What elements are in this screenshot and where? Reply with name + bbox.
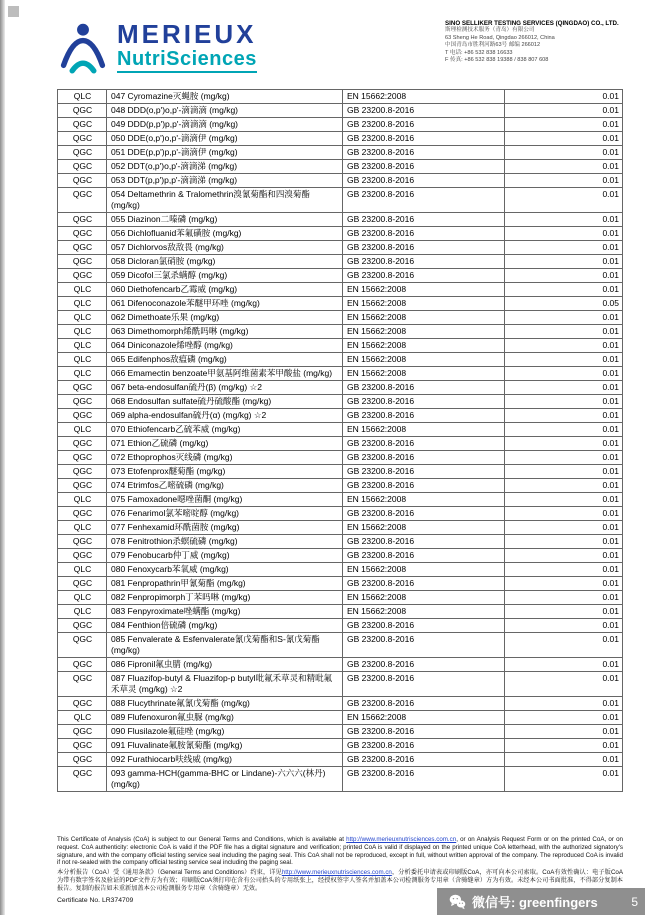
cell-type: QGC [58,409,107,423]
cell-method: EN 15662:2008 [343,311,505,325]
cell-value: 0.01 [505,739,623,753]
cell-type: QGC [58,479,107,493]
disclaimer-cn-text-cont: ，分析委托申请表或印刷版CoA，亦可向本公司索取。CoA有效性确认：电子版CoA为带有数字签名及验证的PDF文件方为有效；印刷版CoA须打印在含有公司抬头的专用纸张上，经授权签字人签名并加盖本公司检测服务专用章（含骑缝章）方为有效。未经本公司书面批准，不得部分复制本报告。复制的报告如未重新加盖本公司检测服务专用章（含骑缝章）无效。 [57,869,624,892]
disclaimer-cn-text: 本分析报告（CoA）受《通用条款》（General Terms and Conditions）约束，详见 [57,869,282,877]
cell-value: 0.01 [505,658,623,672]
table-row [58,507,623,521]
cell-method: GB 23200.8-2016 [343,753,505,767]
table-row [58,311,623,325]
company-website-link[interactable]: http://www.merieuxnutrisciences.com.cn [346,836,457,843]
cell-method: GB 23200.8-2016 [343,132,505,146]
wechat-bar [437,888,645,915]
cell-item: 060 Diethofencarb乙霉威 (mg/kg) [107,283,343,297]
table-row [58,437,623,451]
table-row [58,367,623,381]
table-row [58,767,623,792]
cell-method: GB 23200.8-2016 [343,241,505,255]
cell-item: 089 Flufenoxuron氟虫脲 (mg/kg) [107,711,343,725]
table-row [58,174,623,188]
cell-item: 082 Fenpropimorph丁苯吗啉 (mg/kg) [107,591,343,605]
company-address-cn: 中国青岛市胜利河路63号 邮编 266012 [445,42,541,49]
cell-item: 053 DDT(p,p')p,p'-滴滴涕 (mg/kg) [107,174,343,188]
cell-item: 081 Fenpropathrin甲氰菊酯 (mg/kg) [107,577,343,591]
cell-item: 067 beta-endosulfan硫丹(β) (mg/kg) ☆2 [107,381,343,395]
cell-value: 0.01 [505,711,623,725]
company-tel: T 电话: +86 532 838 16633 [445,49,513,56]
cell-method: GB 23200.8-2016 [343,395,505,409]
cell-value: 0.01 [505,339,623,353]
cell-value: 0.01 [505,563,623,577]
table-row [58,451,623,465]
table-row [58,283,623,297]
cell-value: 0.01 [505,311,623,325]
letterhead [57,20,627,74]
cell-item: 059 Dicofol三氯杀螨醇 (mg/kg) [107,269,343,283]
cell-method: GB 23200.8-2016 [343,381,505,395]
cell-method: GB 23200.8-2016 [343,725,505,739]
table-row [58,118,623,132]
cell-method: GB 23200.8-2016 [343,549,505,563]
cell-item: 078 Fenitrothion杀螟硫磷 (mg/kg) [107,535,343,549]
cell-type: QGC [58,451,107,465]
table-row [58,409,623,423]
cell-type: QGC [58,213,107,227]
cell-type: QGC [58,146,107,160]
company-info [445,20,627,64]
table-row [58,549,623,563]
cell-method: GB 23200.8-2016 [343,739,505,753]
cell-type: QLC [58,339,107,353]
table-row [58,146,623,160]
cell-item: 051 DDE(p,p')p,p'-滴滴伊 (mg/kg) [107,146,343,160]
cell-method: GB 23200.8-2016 [343,174,505,188]
certificate-number-value: LR374709 [101,896,134,904]
cell-method: EN 15662:2008 [343,297,505,311]
cell-item: 091 Fluvalinate氟胺氰菊酯 (mg/kg) [107,739,343,753]
cell-method: EN 15662:2008 [343,367,505,381]
cell-value: 0.01 [505,697,623,711]
cell-value: 0.01 [505,535,623,549]
cell-method: GB 23200.8-2016 [343,160,505,174]
cell-method: EN 15662:2008 [343,339,505,353]
cell-item: 093 gamma-HCH(gamma-BHC or Lindane)-六六六(林丹) (mg/kg) [107,767,343,792]
table-row [58,395,623,409]
table-row [58,297,623,311]
company-website-link-cn[interactable]: http://www.merieuxnutrisciences.com.cn [281,869,392,877]
table-row [58,188,623,213]
cell-value: 0.01 [505,160,623,174]
cell-method: GB 23200.8-2016 [343,213,505,227]
table-row [58,633,623,658]
table-row [58,465,623,479]
cell-item: 085 Fenvalerate & Esfenvalerate氰戊菊酯和S-氰戊菊酯 (mg/kg) [107,633,343,658]
cell-value: 0.01 [505,633,623,658]
cell-value: 0.01 [505,174,623,188]
cell-type: QGC [58,118,107,132]
cell-value: 0.01 [505,381,623,395]
table-row [58,104,623,118]
cell-method: GB 23200.8-2016 [343,672,505,697]
cell-type: QGC [58,269,107,283]
cell-type: QLC [58,423,107,437]
cell-type: QGC [58,672,107,697]
cell-value: 0.01 [505,451,623,465]
table-row [58,711,623,725]
cell-value: 0.01 [505,549,623,563]
cell-method: GB 23200.8-2016 [343,409,505,423]
cell-method: GB 23200.8-2016 [343,227,505,241]
cell-type: QLC [58,297,107,311]
cell-type: QLC [58,325,107,339]
cell-type: QGC [58,633,107,658]
cell-item: 077 Fenhexamid环酰菌胺 (mg/kg) [107,521,343,535]
certificate-number-label: Certificate No. [57,896,101,904]
cell-value: 0.01 [505,255,623,269]
table-row [58,160,623,174]
scan-corner-mark [8,6,19,17]
cell-type: QGC [58,465,107,479]
cell-value: 0.01 [505,325,623,339]
cell-type: QLC [58,353,107,367]
cell-item: 090 Flusilazole氟硅唑 (mg/kg) [107,725,343,739]
cell-item: 083 Fenpyroximate唑螨酯 (mg/kg) [107,605,343,619]
cell-item: 070 Ethiofencarb乙硫苯威 (mg/kg) [107,423,343,437]
cell-value: 0.01 [505,283,623,297]
cell-method: GB 23200.8-2016 [343,451,505,465]
cell-type: QLC [58,563,107,577]
cell-method: GB 23200.8-2016 [343,269,505,283]
table-row [58,619,623,633]
cell-item: 064 Diniconazole烯唑醇 (mg/kg) [107,339,343,353]
cell-value: 0.01 [505,767,623,792]
cell-method: GB 23200.8-2016 [343,619,505,633]
cell-item: 072 Ethoprophos灭线磷 (mg/kg) [107,451,343,465]
cell-value: 0.01 [505,725,623,739]
cell-type: QGC [58,241,107,255]
disclaimer-en-text-cont: , or on Analysis Request Form or on the printed CoA, or on request. CoA authenticity: electronic CoA is valid if the PDF file has a digital signature and verification; printed CoA is valid if displayed on the printed unique CoA letterhead, with the authorized signatory's signature, and with the company official testing service seal including the paging seal. This CoA shall not be reproduced, except in full, without written approval of the company. The reproduced CoA is invalid if not re-sealed with the company official testing service seal including the paging seal. [57,836,623,867]
cell-item: 074 Etrimfos乙嘧硫磷 (mg/kg) [107,479,343,493]
cell-item: 079 Fenobucarb仲丁威 (mg/kg) [107,549,343,563]
table-row [58,241,623,255]
cell-type: QGC [58,725,107,739]
cell-value: 0.01 [505,188,623,213]
cell-value: 0.01 [505,146,623,160]
results-table-body [58,90,623,792]
table-row [58,739,623,753]
cell-type: QGC [58,697,107,711]
cell-type: QGC [58,535,107,549]
cell-method: GB 23200.8-2016 [343,577,505,591]
table-row [58,213,623,227]
cell-method: GB 23200.8-2016 [343,188,505,213]
cell-method: EN 15662:2008 [343,605,505,619]
brand-name: MERIEUX [117,19,257,49]
cell-method: EN 15662:2008 [343,90,505,104]
scan-edge-shadow [0,0,5,915]
cell-value: 0.01 [505,507,623,521]
table-row [58,255,623,269]
cell-item: 088 Flucythrinate氟氰戊菊酯 (mg/kg) [107,697,343,711]
cell-item: 048 DDD(o,p')o,p'-滴滴滴 (mg/kg) [107,104,343,118]
cell-item: 076 Fenarimol氯苯嘧啶醇 (mg/kg) [107,507,343,521]
table-row [58,753,623,767]
cell-method: GB 23200.8-2016 [343,104,505,118]
table-row [58,591,623,605]
table-row [58,697,623,711]
cell-method: EN 15662:2008 [343,521,505,535]
cell-item: 092 Furathiocarb呋线威 (mg/kg) [107,753,343,767]
cell-value: 0.01 [505,118,623,132]
cell-type: QLC [58,90,107,104]
logo-text [117,21,257,73]
cell-type: QGC [58,255,107,269]
table-row [58,339,623,353]
cell-item: 055 Diazinon二嗪磷 (mg/kg) [107,213,343,227]
cell-item: 075 Famoxadone噁唑菌酮 (mg/kg) [107,493,343,507]
merieux-logo [57,20,257,74]
cell-value: 0.01 [505,241,623,255]
cell-value: 0.05 [505,297,623,311]
cell-method: EN 15662:2008 [343,423,505,437]
cell-type: QLC [58,493,107,507]
cell-item: 084 Fenthion倍硫磷 (mg/kg) [107,619,343,633]
cell-type: QGC [58,381,107,395]
cell-type: QGC [58,767,107,792]
cell-method: EN 15662:2008 [343,353,505,367]
cell-method: GB 23200.8-2016 [343,697,505,711]
company-name-en: SINO SELLIKER TESTING SERVICES (QINGDAO) CO., LTD. [445,20,619,27]
cell-type: QGC [58,658,107,672]
company-address-en: 63 Sheng He Road, Qingdao 266012, China [445,34,555,41]
cell-value: 0.01 [505,367,623,381]
table-row [58,423,623,437]
table-row [58,381,623,395]
cell-method: EN 15662:2008 [343,711,505,725]
cell-type: QGC [58,104,107,118]
cell-item: 054 Deltamethrin & Tralomethrin溴氰菊酯和四溴菊酯 (mg/kg) [107,188,343,213]
cell-type: QLC [58,367,107,381]
cell-method: GB 23200.8-2016 [343,767,505,792]
cell-method: GB 23200.8-2016 [343,146,505,160]
cell-method: GB 23200.8-2016 [343,658,505,672]
company-name-cn: 斯理检测技术服务（青岛）有限公司 [445,27,535,34]
cell-type: QGC [58,507,107,521]
cell-type: QLC [58,521,107,535]
cell-value: 0.01 [505,521,623,535]
table-row [58,132,623,146]
cell-value: 0.01 [505,753,623,767]
merieux-person-icon [57,20,109,74]
cell-method: EN 15662:2008 [343,325,505,339]
cell-method: GB 23200.8-2016 [343,437,505,451]
cell-type: QGC [58,395,107,409]
cell-value: 0.01 [505,437,623,451]
cell-type: QLC [58,311,107,325]
disclaimer-en-text: This Certificate of Analysis (CoA) is subject to our General Terms and Conditions, which is available at [57,836,347,843]
cell-type: QGC [58,619,107,633]
cell-item: 087 Fluazifop-butyl & Fluazifop-p butyl吡氟禾草灵和精吡氟禾草灵 (mg/kg) ☆2 [107,672,343,697]
table-row [58,658,623,672]
table-row [58,577,623,591]
cell-method: GB 23200.8-2016 [343,465,505,479]
cell-item: 080 Fenoxycarb苯氧威 (mg/kg) [107,563,343,577]
cell-item: 063 Dimethomorph烯酰吗啉 (mg/kg) [107,325,343,339]
page-number: 5 [631,894,638,909]
cell-type: QLC [58,283,107,297]
cell-type: QGC [58,132,107,146]
cell-type: QGC [58,188,107,213]
table-row [58,521,623,535]
table-row [58,227,623,241]
cell-item: 068 Endosulfan sulfate硫丹硫酸酯 (mg/kg) [107,395,343,409]
cell-method: GB 23200.8-2016 [343,255,505,269]
cell-method: EN 15662:2008 [343,563,505,577]
cell-value: 0.01 [505,423,623,437]
cell-item: 052 DDT(o,p')o,p'-滴滴涕 (mg/kg) [107,160,343,174]
cell-type: QLC [58,711,107,725]
wechat-id: 微信号: greenfingers [472,895,598,910]
cell-method: EN 15662:2008 [343,591,505,605]
cell-method: GB 23200.8-2016 [343,535,505,549]
cell-item: 071 Ethion乙硫磷 (mg/kg) [107,437,343,451]
cell-value: 0.01 [505,395,623,409]
cell-item: 073 Etofenprox醚菊酯 (mg/kg) [107,465,343,479]
table-row [58,325,623,339]
cell-type: QGC [58,437,107,451]
brand-subname: NutriSciences [117,48,257,73]
cell-value: 0.01 [505,591,623,605]
cell-value: 0.01 [505,493,623,507]
table-row [58,353,623,367]
cell-value: 0.01 [505,104,623,118]
cell-item: 047 Cyromazine灭蝇胺 (mg/kg) [107,90,343,104]
cell-item: 065 Edifenphos敌瘟磷 (mg/kg) [107,353,343,367]
cell-value: 0.01 [505,269,623,283]
table-row [58,493,623,507]
cell-value: 0.01 [505,605,623,619]
cell-type: QGC [58,549,107,563]
cell-item: 062 Dimethoate乐果 (mg/kg) [107,311,343,325]
cell-value: 0.01 [505,479,623,493]
table-row [58,672,623,697]
company-fax: F 传真: +86 532 838 19388 / 838 807 608 [445,57,549,64]
cell-method: GB 23200.8-2016 [343,118,505,132]
cell-item: 066 Emamectin benzoate甲氨基阿维菌素苯甲酸盐 (mg/kg) [107,367,343,381]
cell-item: 069 alpha-endosulfan硫丹(α) (mg/kg) ☆2 [107,409,343,423]
cell-value: 0.01 [505,672,623,697]
cell-method: EN 15662:2008 [343,493,505,507]
cell-value: 0.01 [505,619,623,633]
cell-type: QGC [58,174,107,188]
cell-value: 0.01 [505,353,623,367]
cell-type: QGC [58,160,107,174]
cell-value: 0.01 [505,227,623,241]
table-row [58,90,623,104]
cell-item: 056 Dichlofluanid苯氟磺胺 (mg/kg) [107,227,343,241]
wechat-icon [449,893,466,910]
cell-type: QGC [58,227,107,241]
cell-value: 0.01 [505,465,623,479]
cell-method: GB 23200.8-2016 [343,507,505,521]
cell-type: QLC [58,591,107,605]
cell-value: 0.01 [505,409,623,423]
results-table [57,89,623,792]
cell-method: EN 15662:2008 [343,283,505,297]
table-row [58,269,623,283]
cell-value: 0.01 [505,90,623,104]
cell-type: QGC [58,739,107,753]
cell-item: 057 Dichlorvos敌敌畏 (mg/kg) [107,241,343,255]
cell-item: 050 DDE(o,p')o,p'-滴滴伊 (mg/kg) [107,132,343,146]
cell-value: 0.01 [505,577,623,591]
table-row [58,563,623,577]
cell-value: 0.01 [505,213,623,227]
cell-type: QLC [58,605,107,619]
table-row [58,479,623,493]
cell-item: 086 Fipronil氟虫腈 (mg/kg) [107,658,343,672]
cell-method: GB 23200.8-2016 [343,633,505,658]
table-row [58,535,623,549]
cell-item: 049 DDD(p,p')p,p'-滴滴滴 (mg/kg) [107,118,343,132]
cell-method: GB 23200.8-2016 [343,479,505,493]
cell-type: QGC [58,577,107,591]
cell-item: 061 Difenoconazole苯醚甲环唑 (mg/kg) [107,297,343,311]
cell-value: 0.01 [505,132,623,146]
disclaimer-en [57,836,623,867]
table-row [58,725,623,739]
cell-type: QGC [58,753,107,767]
table-row [58,605,623,619]
cell-item: 058 Dicloran氯硝胺 (mg/kg) [107,255,343,269]
